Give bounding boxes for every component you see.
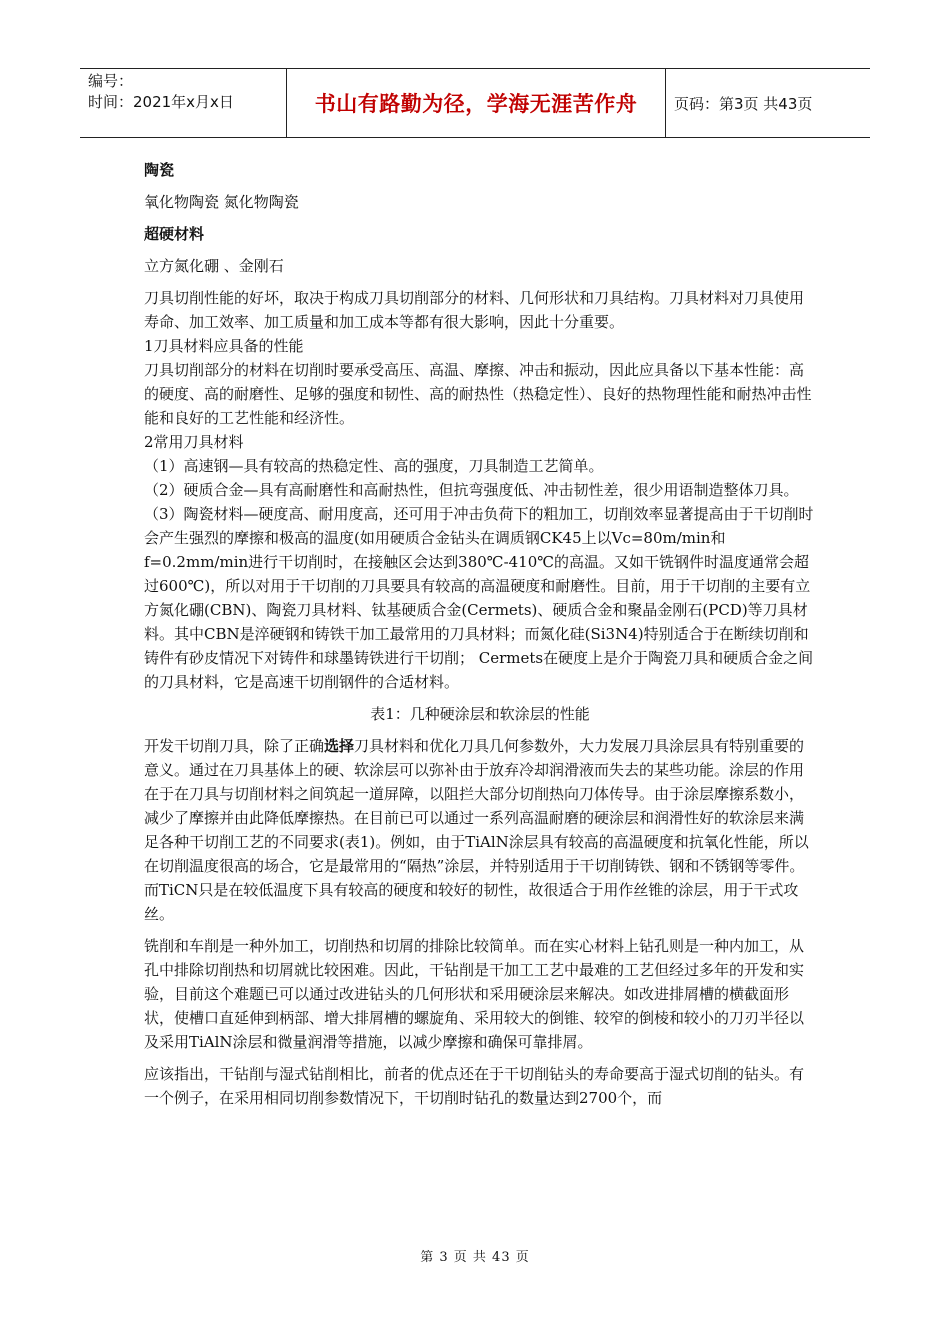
page-header <box>80 68 870 138</box>
text-run: 开发干切削刀具，除了正确 <box>144 737 325 755</box>
section-heading-2: 2常用刀具材料 <box>144 433 244 451</box>
header-motto: 书山有路勤为径，学海无涯苦作舟 <box>287 69 666 137</box>
page-footer: 第 3 页 共 43 页 <box>420 1250 530 1265</box>
paragraph: 刀具切削部分的材料在切削时要承受高压、高温、摩擦、冲击和振动，因此应具备以下基本性能：高的硬度、高的耐磨性、足够的强度和韧性、高的耐热性（热稳定性）、良好的热物理性能和耐热冲击性能和良好的工艺性能和经济性。 <box>144 361 812 427</box>
header-page-label: 页码：第3页 共43页 <box>674 94 813 113</box>
text-run: 刀具材料和优化刀具几何参数外，大力发展刀具涂层具有特别重要的意义。通过在刀具基体上的硬、软涂层可以弥补由于放弃冷却润滑液而失去的某些功能。涂层的作用在于在刀具与切削材料之间筑起一道屏障，以阻拦大部分切削热向刀体传导。由于涂层摩擦系数小，减少了摩擦并由此降低摩擦热。在目前已可以通过一系列高温耐磨的硬涂层和润滑性好的软涂层来满足各种干切削工艺的不同要求(表1)。例如，由于TiAlN涂层具有较高的高温硬度和抗氧化性能，所以在切削温度很高的场合，它是最常用的“隔热”涂层，并特别适用于干切削铸铁、钢和不锈钢等零件。而TiCN只是在较低温度下具有较高的硬度和较好的韧性，故很适合于用作丝锥的涂层，用于干式攻丝。 <box>144 737 809 923</box>
section-heading-1: 1刀具材料应具备的性能 <box>144 337 304 355</box>
paragraph <box>144 734 816 926</box>
superhard-types: 立方氮化硼 、金刚石 <box>144 257 284 275</box>
list-item: （3）陶瓷材料—硬度高、耐用度高，还可用于冲击负荷下的粗加工，切削效率显著提高由于干切削时会产生强烈的摩擦和极高的温度(如用硬质合金钻头在调质钢CK45上以Vc=80m/min和f=0.2mm/min进行干切削时，在接触区会达到380℃-410℃的高温。又如干铣钢件时温度通常会超过600℃)，所以对用于干切削的刀具要具有较高的高温硬度和耐磨性。目前，用于干切削的主要有立方氮化硼(CBN)、陶瓷刀具材料、钛基硬质合金(Cermets)、硬质合金和聚晶金刚石(PCD)等刀具材料。其中CBN是淬硬钢和铸铁干加工最常用的刀具材料；而氮化硅(Si3N4)特别适合于在断续切削和铸件有砂皮情况下对铸件和球墨铸铁进行干切削； Cermets在硬度上是介于陶瓷刀具和硬质合金之间的刀具材料，它是高速干切削钢件的合适材料。 <box>144 505 814 691</box>
heading-ceramics: 陶瓷 <box>144 161 175 179</box>
text-run-bold: 选择 <box>324 737 355 755</box>
ceramics-types: 氧化物陶瓷 氮化物陶瓷 <box>144 193 299 211</box>
paragraph: 刀具切削性能的好坏，取决于构成刀具切削部分的材料、几何形状和刀具结构。刀具材料对刀具使用寿命、加工效率、加工质量和加工成本等都有很大影响，因此十分重要。 <box>144 289 805 331</box>
paragraph: 铣削和车削是一种外加工，切削热和切屑的排除比较简单。而在实心材料上钻孔则是一种内加工，从孔中排除切削热和切屑就比较困难。因此，干钻削是干加工工艺中最难的工艺但经过多年的开发和实验，目前这个难题已可以通过改进钻头的几何形状和采用硬涂层来解决。如改进排屑槽的横截面形状，使槽口直延伸到柄部、增大排屑槽的螺旋角、采用较大的倒锥、较窄的倒棱和较小的刀刃半径以及采用TiAlN涂层和微量润滑等措施，以减少摩擦和确保可靠排屑。 <box>144 937 805 1051</box>
list-item: （1）高速钢—具有较高的热稳定性、高的强度，刀具制造工艺简单。 <box>144 457 604 475</box>
list-item: （2）硬质合金—具有高耐磨性和高耐热性，但抗弯强度低、冲击韧性差，很少用语制造整体刀具。 <box>144 481 799 499</box>
doc-number-label: 编号： <box>88 72 134 90</box>
paragraph: 应该指出，干钻削与湿式钻削相比，前者的优点还在于干切削钻头的寿命要高于湿式切削的钻头。有一个例子，在采用相同切削参数情况下，干切削时钻孔的数量达到2700个，而 <box>144 1065 805 1107</box>
table-caption: 表1：几种硬涂层和软涂层的性能 <box>370 705 590 723</box>
doc-time-label: 时间：2021年x月x日 <box>88 93 234 111</box>
document-body <box>144 158 816 1110</box>
header-meta <box>80 69 287 137</box>
heading-superhard: 超硬材料 <box>144 225 205 243</box>
